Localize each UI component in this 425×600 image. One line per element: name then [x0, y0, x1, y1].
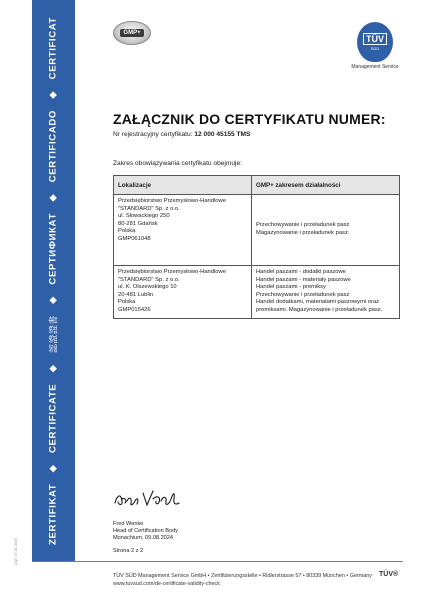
location-cell [114, 266, 252, 319]
footer-divider [32, 561, 403, 567]
scope-line: Handel paszami - premiksy [256, 284, 326, 291]
band-word-certificat: CERTIFICAT [47, 17, 59, 80]
location-line: "STANDARD" Sp. z o.o. [118, 205, 180, 212]
gmp-badge-logo [113, 21, 151, 45]
band-diamond-icon: ◆ [47, 296, 58, 304]
scope-cell [252, 195, 400, 266]
scope-line: premiksami. Magazynowanie i przeładunek pasz. [256, 306, 383, 313]
tuv-logo-subtext: SÜD [370, 46, 380, 51]
registration-number: 12 000 45155 TMS [194, 131, 251, 138]
scope-line: Przechowywanie i przeładunek pasz [256, 291, 350, 298]
table-row [114, 195, 400, 266]
scope-line: Przechowywanie i przeładunek pasz [256, 222, 350, 229]
band-diamond-icon: ◆ [47, 464, 58, 473]
location-line: ul. K. Olszewskiego 10 [118, 284, 177, 291]
location-line: GMP015426 [118, 306, 151, 313]
page-number: Strona 2 z 2 [113, 548, 144, 554]
location-line: 20-481 Lublin [118, 291, 154, 298]
band-diamond-icon: ◆ [47, 90, 58, 99]
scope-table [113, 175, 400, 319]
band-word-certificado: CERTIFICADO [47, 110, 59, 183]
scope-line: Handel paszami - dodatki paszowe [256, 269, 346, 275]
band-word-zertifikat: ZERTIFIKAT [47, 483, 59, 545]
location-line: Polska [118, 228, 136, 235]
scope-line: Handel dodatkami, materiałami paszowymi oraz [256, 299, 380, 306]
column-header-locations: Lokalizacje [114, 176, 252, 195]
tuv-logo-caption: Management Service [351, 64, 399, 70]
scope-line: Handel paszami - materiały paszowe [256, 276, 351, 283]
band-word-certificate: CERTIFICATE [47, 383, 59, 453]
location-line: Przedsiębiorstwo Przemysłowo-Handlowe [118, 269, 226, 275]
scope-cell [252, 266, 400, 319]
side-band-text [32, 11, 75, 551]
table-row [114, 266, 400, 319]
location-cell [114, 195, 252, 266]
registration-label: Nr rejestracyjny certyfikatu: [113, 131, 193, 138]
band-word-sertifikat: СЕРТИФИКАТ [47, 212, 59, 285]
location-line: Polska [118, 299, 136, 306]
table-header-row [114, 176, 400, 195]
band-diamond-icon: ◆ [47, 364, 58, 373]
location-line: GMP061048 [118, 235, 151, 242]
scope-intro: Zakres obowiązywania certyfikatu obejmuje: [113, 160, 243, 167]
page-title: ZAŁĄCZNIK DO CERTYFIKATU NUMER: [113, 111, 386, 127]
column-header-scope: GMP+ zakresem działalności [252, 176, 400, 195]
band-word-chinese: 認證證書 [48, 315, 59, 353]
signer-block [113, 521, 178, 541]
location-line: "STANDARD" Sp. z o.o. [118, 276, 180, 283]
scope-line: Magazynowanie i przeładunek pasz. [256, 230, 350, 236]
footer-tuv-mark: TÜV® [379, 571, 399, 578]
signer-place-date: Monachium, 09.08.2024 [113, 534, 174, 541]
signer-role: Head of Certification Body [113, 527, 178, 534]
tuv-logo-text: TÜV [363, 33, 387, 45]
location-line: ul. Słowackiego 250 [118, 213, 170, 220]
location-line: Przedsiębiorstwo Przemysłowo-Handlowe [118, 198, 226, 204]
footer-address: TÜV SÜD Management Service GmbH • Zertifizierungsstelle • Ridlerstrasse 57 • 80339 München • Germany [113, 573, 372, 579]
gmp-badge-label: GMP+ [120, 29, 143, 37]
signer-name: Fred Wenke [113, 521, 144, 527]
band-diamond-icon: ◆ [47, 193, 58, 202]
tuv-sud-logo [357, 22, 393, 62]
signature-image [113, 487, 193, 511]
registration-number-line [113, 131, 250, 138]
location-line: 80-281 Gdańsk [118, 220, 158, 227]
document-side-code: DQS 07.01.0005 [14, 538, 18, 565]
footer-validity-link[interactable]: www.tuvsud.com/de-certificate-validity-check [113, 581, 220, 587]
